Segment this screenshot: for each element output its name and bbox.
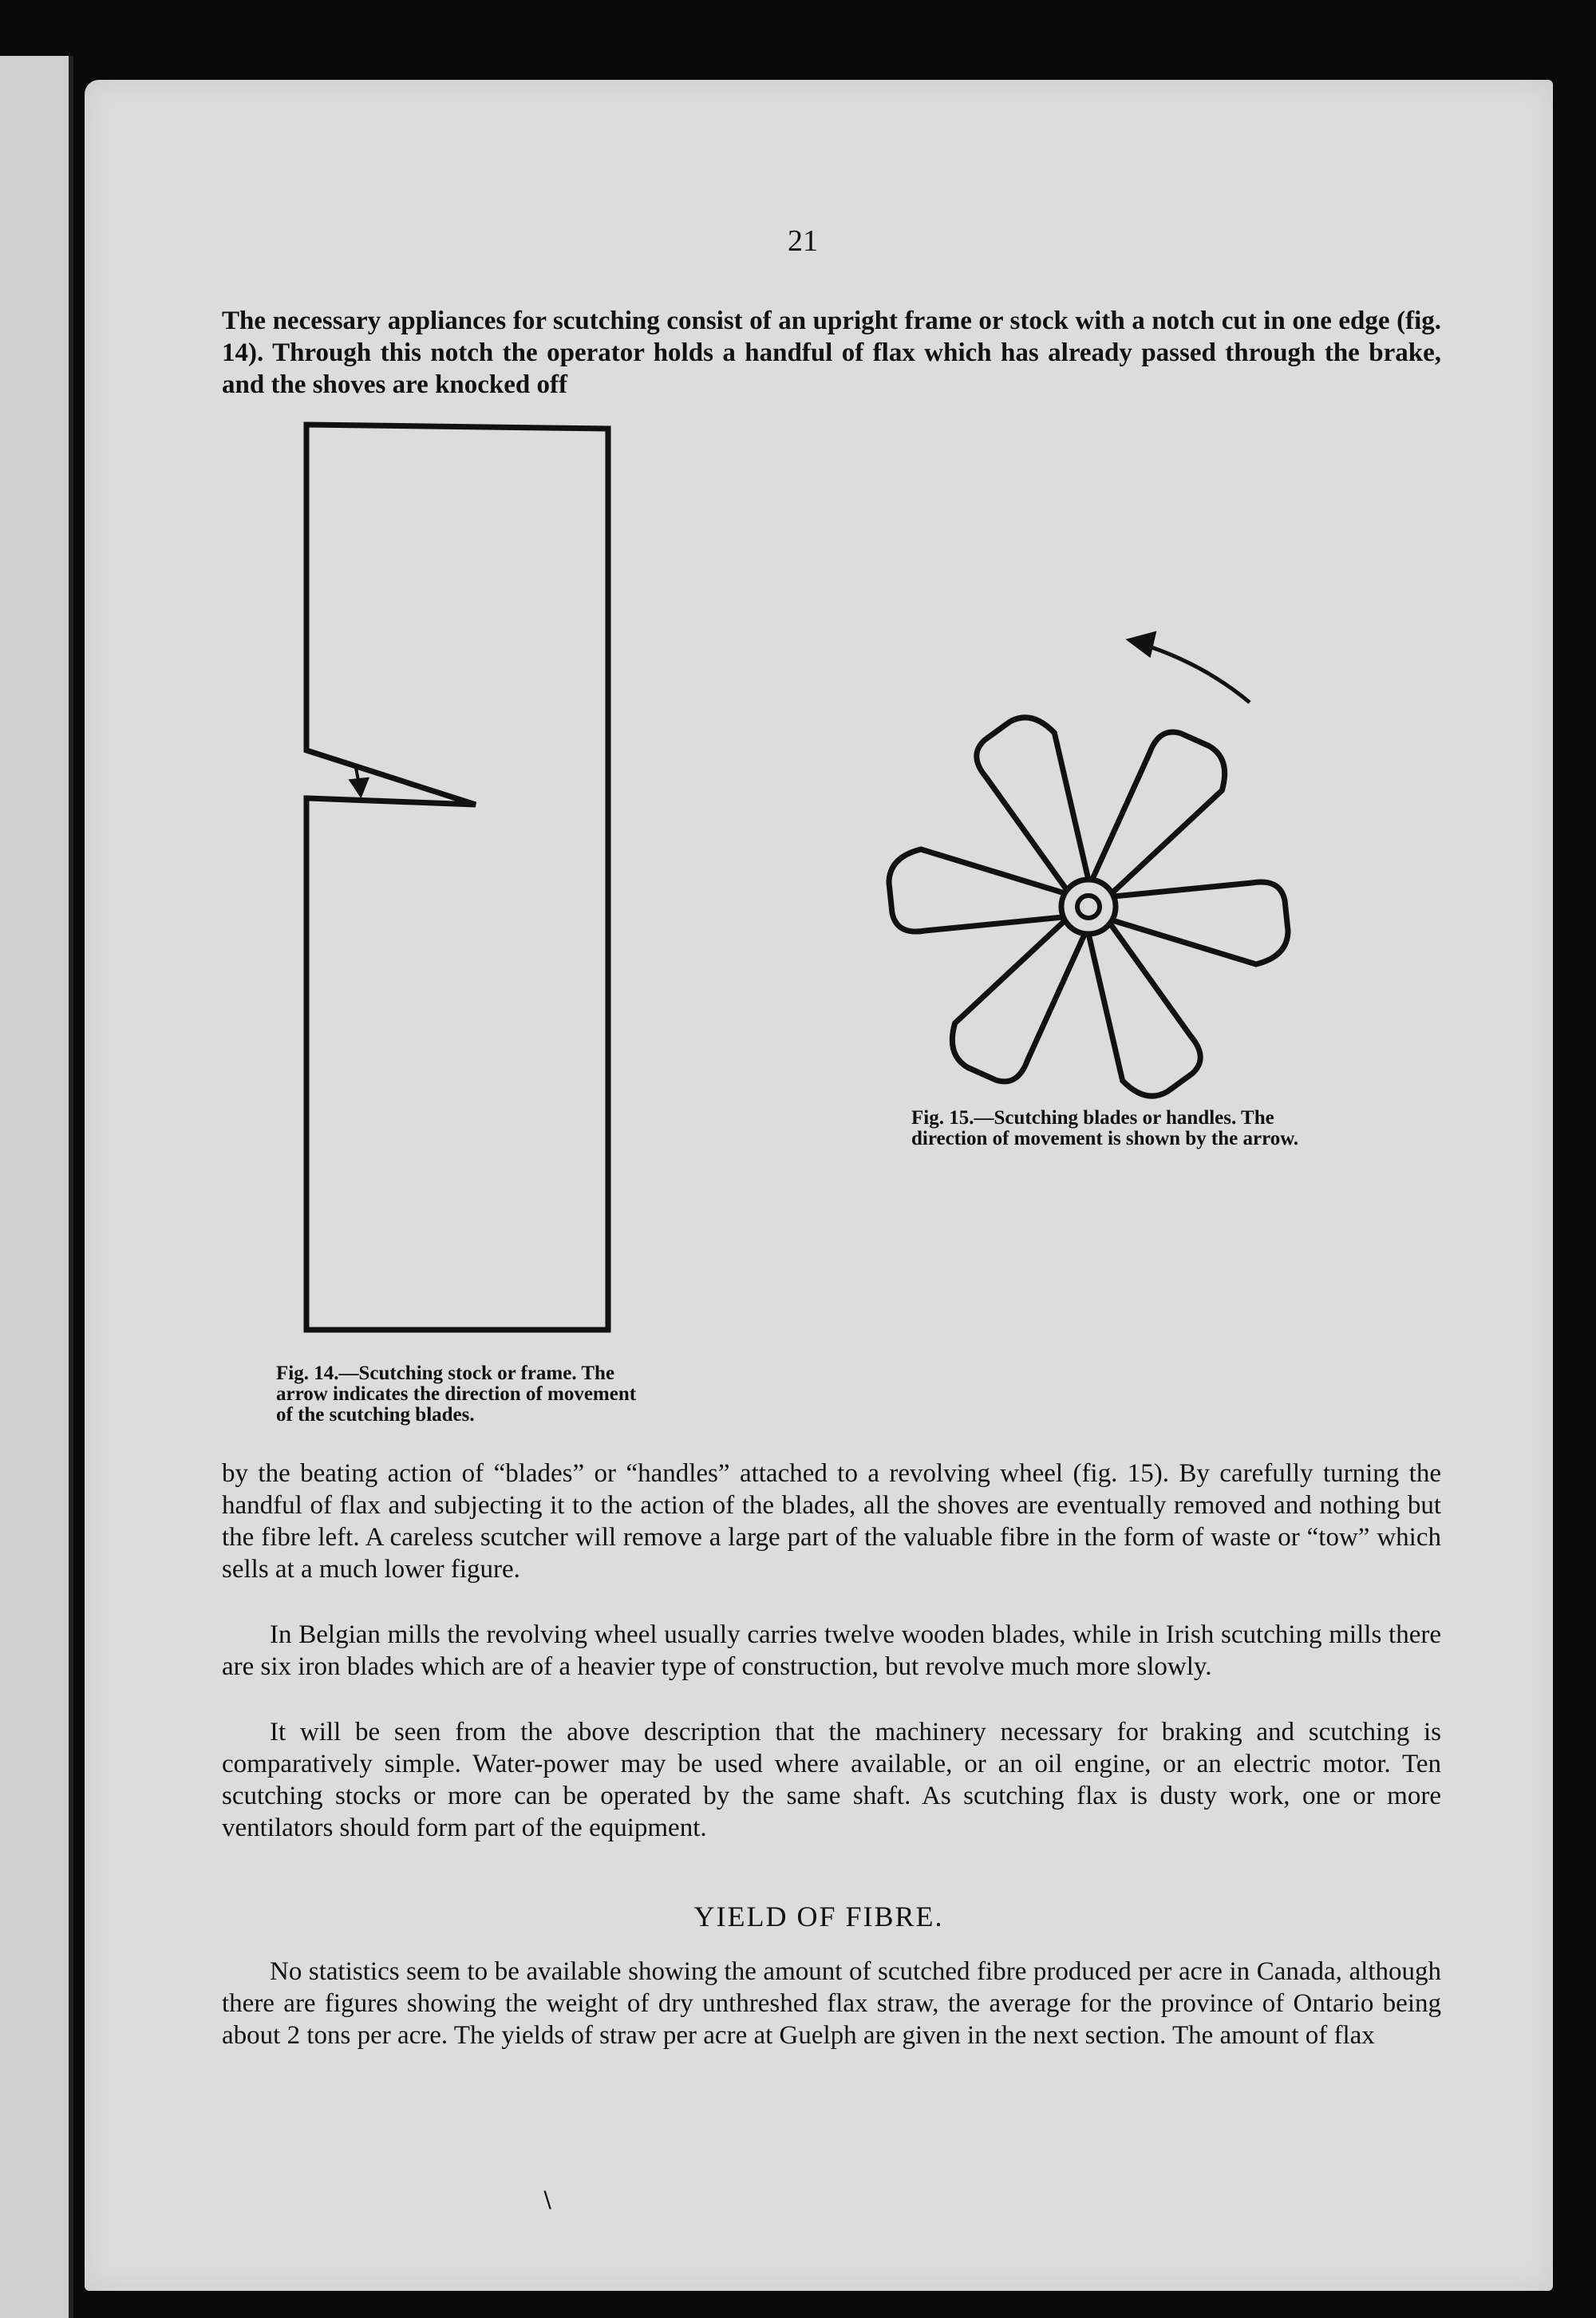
- scutching-wheel-figure: [889, 705, 1288, 1108]
- scutching-stock-figure: [306, 425, 608, 1330]
- facing-page-edge: [0, 56, 73, 2318]
- paragraph-yield: No statistics seem to be available showing the amount of scutched fibre produced per acre in Canada, although there are figures showing the weight of dry unthreshed flax straw, the average for the province of Ontario being about 2 tons per acre. The yields of straw per acre at Guelph are given in the next section. The amount of flax: [222, 1957, 1441, 2050]
- book-page: [85, 80, 1553, 2291]
- rotation-arrow-icon: [1130, 634, 1250, 702]
- figure-15-caption: Fig. 15.—Scutching blades or handles. The direction of movement is shown by the arrow.: [911, 1107, 1299, 1149]
- section-heading: YIELD OF FIBRE.: [693, 1901, 944, 1932]
- scan-speck: ∖: [539, 2189, 554, 2213]
- paragraph-blades: by the beating action of “blades” or “handles” attached to a revolving wheel (fig. 15). By carefully turning the handful of flax and subjecting it to the action of the blades, all the shoves are eventually removed and nothing but the fibre left. A careless scutcher will remove a large part of the valuable fibre in the form of waste or “tow” which sells at a much lower figure.: [222, 1459, 1441, 1584]
- figures-drawing: [85, 80, 1553, 1453]
- figure-14-caption: Fig. 14.—Scutching stock or frame. The arrow indicates the direction of movement of the scutching blades.: [276, 1363, 637, 1426]
- paragraph-intro: The necessary appliances for scutching consist of an upright frame or stock with a notch cut in one edge (fig. 14). Through this notch the operator holds a handful of flax which has already passed through the brake, and the shoves are knocked off: [222, 307, 1441, 399]
- page-number: 21: [788, 224, 818, 258]
- paragraph-belgian-mills: In Belgian mills the revolving wheel usually carries twelve wooden blades, while in Irish scutching mills there are six iron blades which are of a heavier type of construction, but revolve much more slowly.: [222, 1620, 1441, 1681]
- notch-arrow-icon: [351, 768, 367, 795]
- paragraph-machinery: It will be seen from the above description that the machinery necessary for braking and scutching is comparatively simple. Water-power may be used where available, or an oil engine, or an electric motor. Ten scutching stocks or more can be operated by the same shaft. As scutching flax is dusty work, one or more ventilators should form part of the equipment.: [222, 1718, 1441, 1842]
